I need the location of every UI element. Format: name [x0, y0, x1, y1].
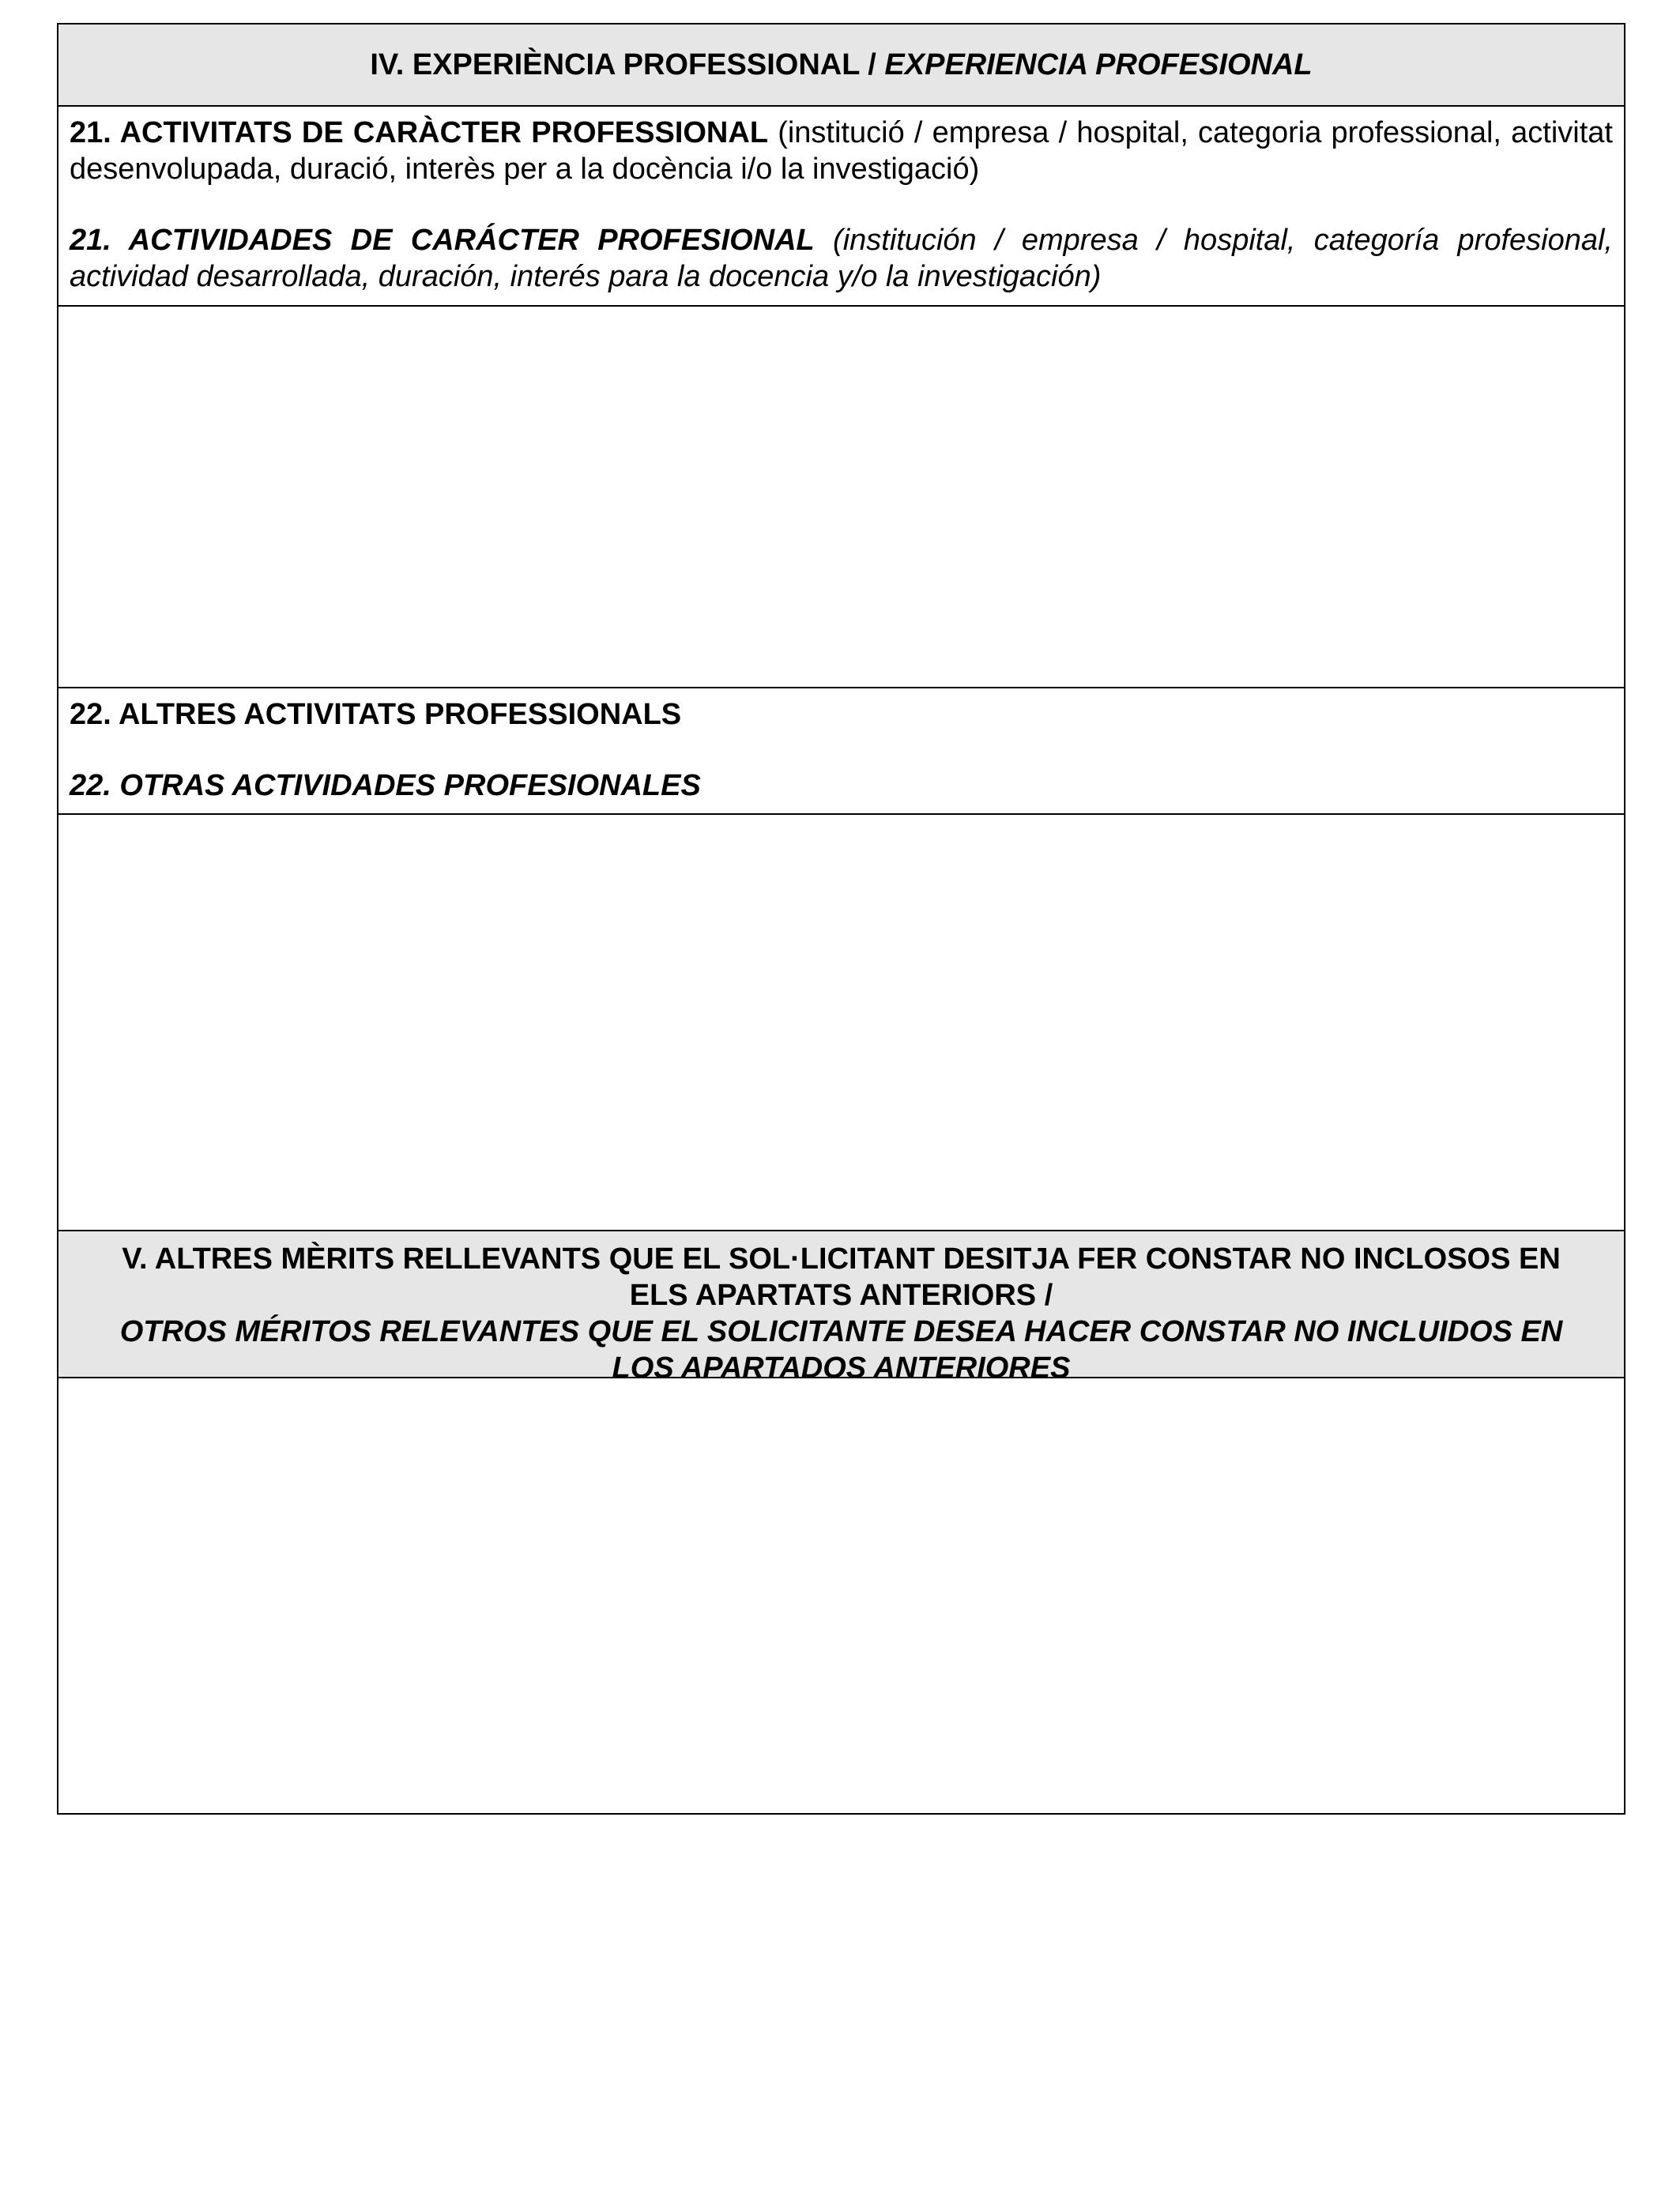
item-21-label-ca	[70, 115, 1613, 187]
professional-experience-form	[57, 23, 1625, 1815]
item-21-title-es: 21. ACTIVIDADES DE CARÁCTER PROFESIONAL	[70, 224, 815, 257]
section-v-title-es-line2: LOS APARTADOS ANTERIORES	[612, 1351, 1071, 1385]
item-22-title-ca: 22. ALTRES ACTIVITATS PROFESSIONALS	[70, 698, 682, 731]
item-22-title-es: 22. OTRAS ACTIVIDADES PROFESIONALES	[70, 769, 701, 802]
item-21-heading	[58, 107, 1624, 307]
item-21-label-es	[70, 222, 1613, 295]
section-v-title-ca-line1: V. ALTRES MÈRITS RELLEVANTS QUE EL SOL·LICITANT DESITJA FER CONSTAR NO INCLOSOS EN	[122, 1242, 1561, 1276]
section-iv-title-es: EXPERIENCIA PROFESIONAL	[884, 48, 1313, 81]
item-22-answer-field[interactable]	[58, 815, 1624, 1231]
item-21-answer-field[interactable]	[58, 307, 1624, 688]
item-21-title-ca: 21. ACTIVITATS DE CARÀCTER PROFESSIONAL	[70, 116, 769, 149]
section-iv-header	[58, 25, 1624, 107]
item-21-detail-ca: (institució / empresa / hospital, categoria professional, activitat desenvolupada, duració, interès per a la docència i/o la investigació)	[70, 116, 1613, 186]
section-v-title-ca-line2: ELS APARTATS ANTERIORS /	[629, 1279, 1053, 1312]
item-21-detail-es: (institución / empresa / hospital, categoría profesional, actividad desarrollada, duración, interés para la docencia y/o la investigación)	[70, 224, 1613, 293]
section-v-title-es-line1: OTROS MÉRITOS RELEVANTES QUE EL SOLICITANTE DESEA HACER CONSTAR NO INCLUIDOS EN	[119, 1315, 1563, 1348]
section-v-header	[58, 1231, 1624, 1385]
item-22-heading	[58, 688, 1624, 815]
section-iv-title-ca: IV. EXPERIÈNCIA PROFESSIONAL /	[370, 48, 885, 81]
section-v-answer-field[interactable]	[58, 1378, 1624, 1813]
